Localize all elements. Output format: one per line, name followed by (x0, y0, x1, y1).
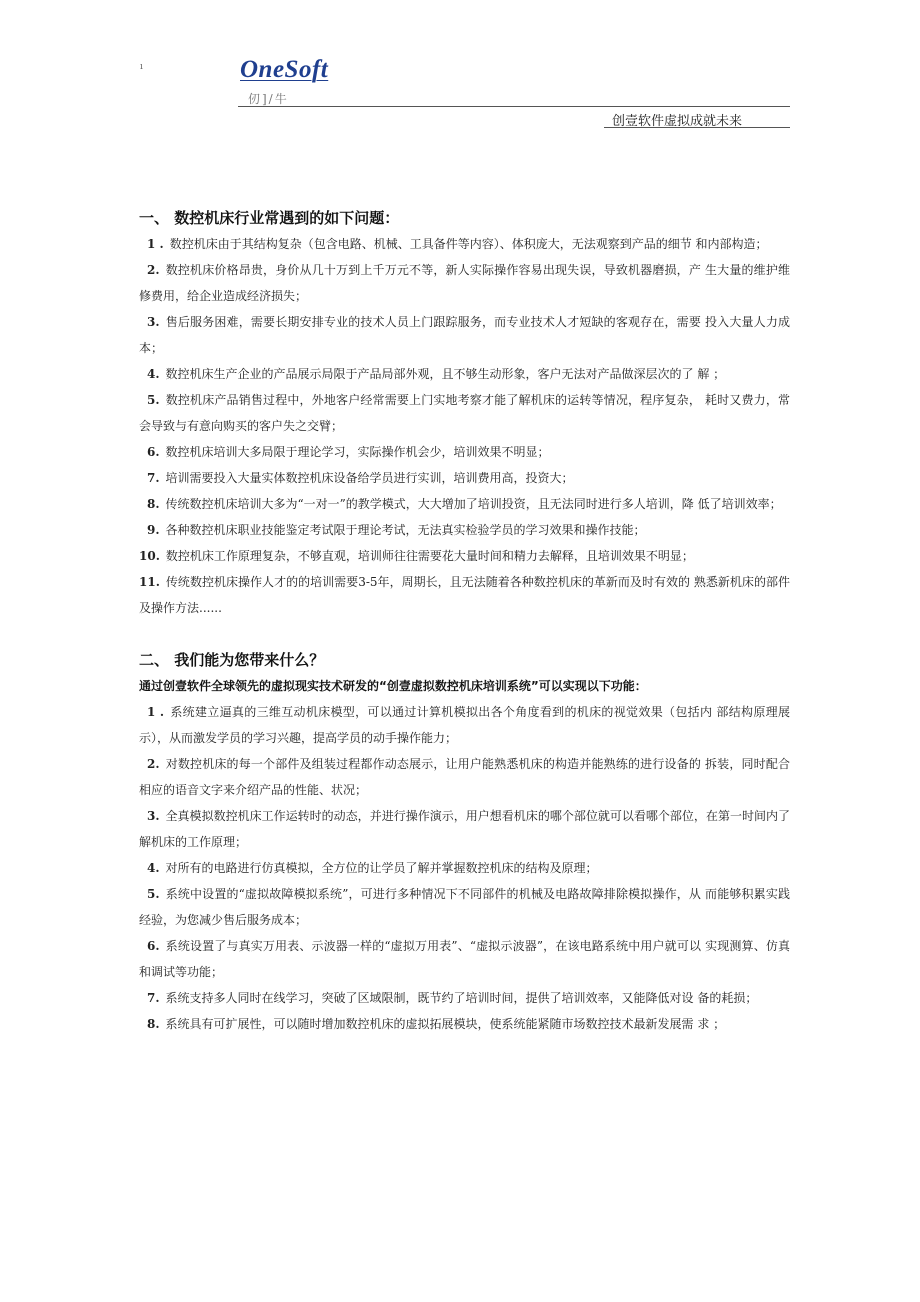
item-number: 4. (147, 367, 160, 381)
item-text: 系统支持多人同时在线学习，突破了区域限制，既节约了培训时间，提供了培训效率，又能降低对设 备的耗损； (165, 991, 758, 1005)
item-number: 11. (139, 575, 160, 589)
feature-item (139, 751, 790, 803)
section1-heading: 一、 数控机床行业常遇到的如下问题： (139, 209, 400, 227)
section2-intro: 通过创壹软件全球领先的虚拟现实技术研发的“创壹虚拟数控机床培训系统”可以实现以下功能： (139, 679, 647, 693)
item-number: 7. (147, 991, 160, 1005)
item-number: 3. (147, 809, 160, 823)
item-text: 数控机床产品销售过程中，外地客户经常需要上门实地考察才能了解机床的运转等情况，程序复杂， 耗时又费力，常会导致与有意向购买的客户失之交臂； (139, 393, 790, 433)
item-text: 系统中设置的“虚拟故障模拟系统”，可进行多种情况下不同部件的机械及电路故障排除模拟操作，从 而能够积累实践经验，为您减少售后服务成本； (139, 887, 790, 927)
item-number: 4. (147, 861, 160, 875)
item-text: 传统数控机床培训大多为“一对一”的教学模式，大大增加了培训投资，且无法同时进行多人培训，降 低了培训效率； (165, 497, 782, 511)
item-number: 8. (147, 497, 160, 511)
feature-item (139, 985, 790, 1011)
problem-item (139, 257, 790, 309)
item-text: 系统设置了与真实万用表、示波器一样的“虚拟万用表”、“虚拟示波器”，在该电路系统中用户就可以 实现测算、仿真和调试等功能； (139, 939, 790, 979)
item-number: 10. (139, 549, 160, 563)
onesoft-logo: OneSoft (240, 56, 329, 83)
item-text: 系统具有可扩展性，可以随时增加数控机床的虚拟拓展模块，使系统能紧随市场数控技术最新发展需 求 ； (165, 1017, 726, 1031)
feature-item (139, 933, 790, 985)
item-number: 5. (147, 887, 160, 901)
item-number: 2. (147, 757, 160, 771)
item-number: 9. (147, 523, 160, 537)
item-number: 1 . (147, 237, 164, 251)
slogan-divider (604, 127, 790, 128)
logo-subtitle: 仞]/牛 (248, 92, 289, 106)
header-divider (238, 106, 790, 107)
feature-item (139, 881, 790, 933)
item-number: 6. (147, 939, 160, 953)
problem-item (139, 543, 790, 569)
feature-item (139, 803, 790, 855)
feature-item (139, 699, 790, 751)
item-number: 6. (147, 445, 160, 459)
item-text: 全真模拟数控机床工作运转时的动态，并进行操作演示，用户想看机床的哪个部位就可以看哪个部位，在第一时间内了解机床的工作原理； (139, 809, 790, 849)
item-number: 2. (147, 263, 160, 277)
item-text: 数控机床培训大多局限于理论学习，实际操作机会少，培训效果不明显； (165, 445, 550, 459)
item-text: 售后服务困难，需要长期安排专业的技术人员上门跟踪服务，而专业技术人才短缺的客观存在，需要 投入大量人力成本； (139, 315, 790, 355)
item-number: 7. (147, 471, 160, 485)
section2-list (139, 699, 790, 1037)
feature-item (139, 855, 790, 881)
problem-item (139, 309, 790, 361)
section1-list (139, 231, 790, 621)
section2-heading: 二、 我们能为您带来什么？ (139, 651, 325, 669)
item-number: 3. (147, 315, 160, 329)
header-slogan: 创壹软件虚拟成就未来 (612, 114, 743, 129)
item-text: 系统建立逼真的三维互动机床模型，可以通过计算机模拟出各个角度看到的机床的视觉效果（包括内 部结构原理展示），从而激发学员的学习兴趣，提高学员的动手操作能力； (139, 705, 790, 745)
item-text: 数控机床由于其结构复杂（包含电路、机械、工具备件等内容）、体积庞大，无法观察到产品的细节 和内部构造； (169, 237, 768, 251)
item-text: 数控机床生产企业的产品展示局限于产品局部外观，且不够生动形象，客户无法对产品做深层次的了 解 ； (165, 367, 726, 381)
item-text: 对数控机床的每一个部件及组装过程都作动态展示，让用户能熟悉机床的构造并能熟练的进行设备的 拆装，同时配合相应的语音文字来介绍产品的性能、状况； (139, 757, 790, 797)
item-text: 数控机床价格昂贵，身价从几十万到上千万元不等，新人实际操作容易出现失误，导致机器磨损，产 生大量的维护维修费用，给企业造成经济损失； (139, 263, 790, 303)
item-text: 传统数控机床操作人才的的培训需要3-5年，周期长，且无法随着各种数控机床的革新而及时有效的 熟悉新机床的部件及操作方法...... (139, 575, 790, 615)
problem-item (139, 231, 790, 257)
feature-item (139, 1011, 790, 1037)
problem-item (139, 517, 790, 543)
item-text: 各种数控机床职业技能鉴定考试限于理论考试，无法真实检验学员的学习效果和操作技能； (165, 523, 646, 537)
problem-item (139, 465, 790, 491)
item-text: 培训需要投入大量实体数控机床设备给学员进行实训，培训费用高，投资大； (165, 471, 574, 485)
problem-item (139, 569, 790, 621)
problem-item (139, 387, 790, 439)
item-text: 对所有的电路进行仿真模拟，全方位的让学员了解并掌握数控机床的结构及原理； (165, 861, 598, 875)
problem-item (139, 491, 790, 517)
item-number: 5. (147, 393, 160, 407)
problem-item (139, 361, 790, 387)
header-tick-mark: ı (140, 62, 143, 72)
problem-item (139, 439, 790, 465)
item-number: 1 . (147, 705, 165, 719)
document-body (139, 205, 790, 1037)
item-text: 数控机床工作原理复杂，不够直观，培训师往往需要花大量时间和精力去解释，且培训效果不明显； (165, 549, 694, 563)
item-number: 8. (147, 1017, 160, 1031)
